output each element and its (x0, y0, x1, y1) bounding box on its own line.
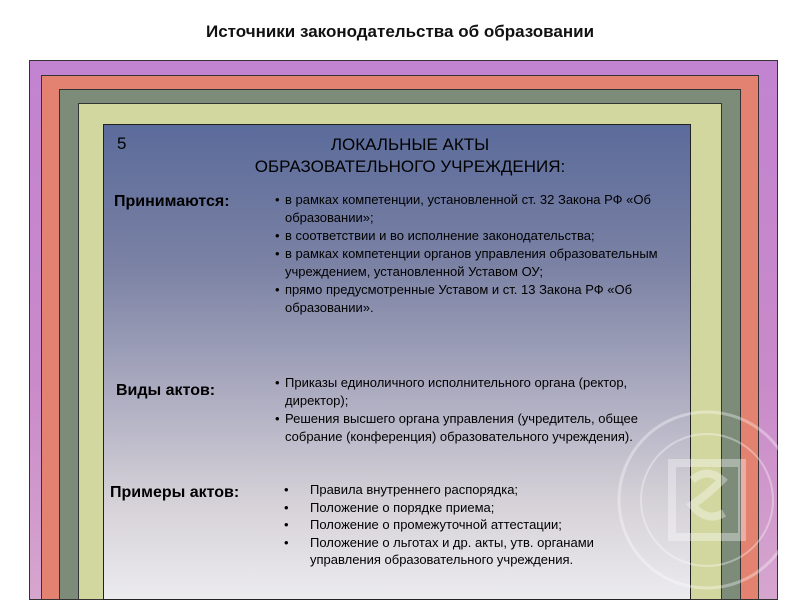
list-item: • в рамках компетенции, установленной ст. 32 Закона РФ «Об образовании»; (275, 191, 670, 227)
list-item: • в рамках компетенции органов управления образовательным учреждением, установленной Уставом ОУ; (275, 245, 670, 281)
section-label-kinds: Виды актов: (116, 382, 216, 399)
section-label-examples: Примеры актов: (110, 484, 240, 501)
examples-list (280, 481, 655, 569)
slide-number: 5 (117, 134, 127, 153)
list-item: • Положение о промежуточной аттестации; (280, 516, 655, 534)
heading-line-1: ЛОКАЛЬНЫЕ АКТЫ (330, 135, 490, 154)
slide-heading (200, 134, 620, 178)
list-item: • в соответствии и во исполнение законодательства; (275, 227, 670, 245)
section-label-adopted: Принимаются: (114, 193, 230, 210)
list-item: • Решения высшего органа управления (учредитель, общее собрание (конференция) образовательного учреждения). (275, 410, 675, 446)
page-title: Источники законодательства об образовании (205, 22, 595, 41)
list-item: • Приказы единоличного исполнительного органа (ректор, директор); (275, 374, 675, 410)
list-item: • Правила внутреннего распорядка; (280, 481, 655, 499)
heading-line-2: ОБРАЗОВАТЕЛЬНОГО УЧРЕЖДЕНИЯ: (254, 157, 566, 176)
list-item: • Положение о льготах и др. акты, утв. органами управления образовательного учреждения. (280, 534, 655, 569)
list-item: • прямо предусмотренные Уставом и ст. 13 Закона РФ «Об образовании». (275, 281, 670, 317)
adopted-list (275, 191, 670, 317)
list-item: • Положение о порядке приема; (280, 499, 655, 517)
kinds-list (275, 374, 675, 446)
